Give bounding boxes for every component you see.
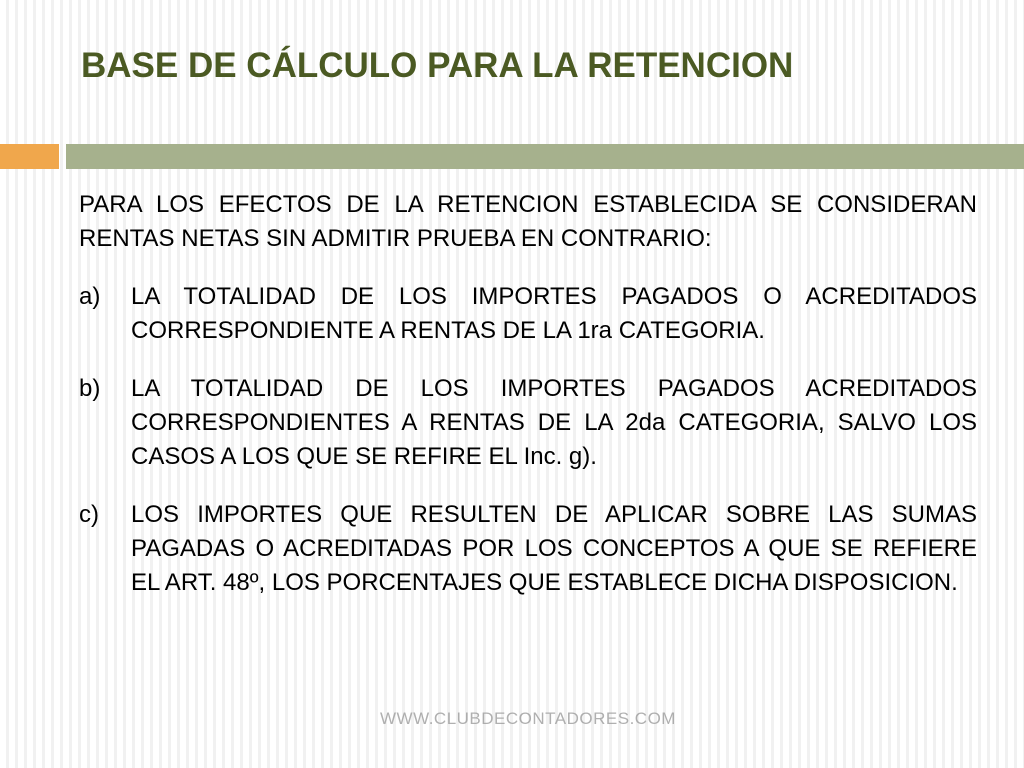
watermark: WWW.CLUBDECONTADORES.COM bbox=[380, 709, 676, 728]
accent-bar bbox=[0, 144, 59, 169]
list-item-a bbox=[79, 280, 977, 348]
divider-bar bbox=[66, 144, 1024, 169]
list-item-b bbox=[79, 372, 977, 474]
intro-paragraph: PARA LOS EFECTOS DE LA RETENCION ESTABLECIDA SE CONSIDERAN RENTAS NETAS SIN ADMITIR PRUEBA EN CONTRARIO: bbox=[79, 191, 977, 252]
list-marker-b: b) bbox=[79, 375, 101, 402]
list-text-b: LA TOTALIDAD DE LOS IMPORTES PAGADOS ACREDITADOS CORRESPONDIENTES A RENTAS DE LA 2da CATEGORIA, SALVO LOS CASOS A LOS QUE SE REFIRE EL Inc. g). bbox=[131, 375, 977, 470]
list-text-c: LOS IMPORTES QUE RESULTEN DE APLICAR SOBRE LAS SUMAS PAGADAS O ACREDITADAS POR LOS CONCEPTOS A QUE SE REFIERE EL ART. 48º, LOS PORCENTAJES QUE ESTABLECE DICHA DISPOSICION. bbox=[131, 501, 977, 596]
slide-title: BASE DE CÁLCULO PARA LA RETENCION bbox=[81, 46, 794, 85]
list-marker-c: c) bbox=[79, 501, 99, 528]
list-item-c bbox=[79, 498, 977, 600]
slide-body bbox=[79, 188, 977, 600]
list-marker-a: a) bbox=[79, 283, 101, 310]
list-text-a: LA TOTALIDAD DE LOS IMPORTES PAGADOS O ACREDITADOS CORRESPONDIENTE A RENTAS DE LA 1ra CATEGORIA. bbox=[131, 283, 977, 344]
